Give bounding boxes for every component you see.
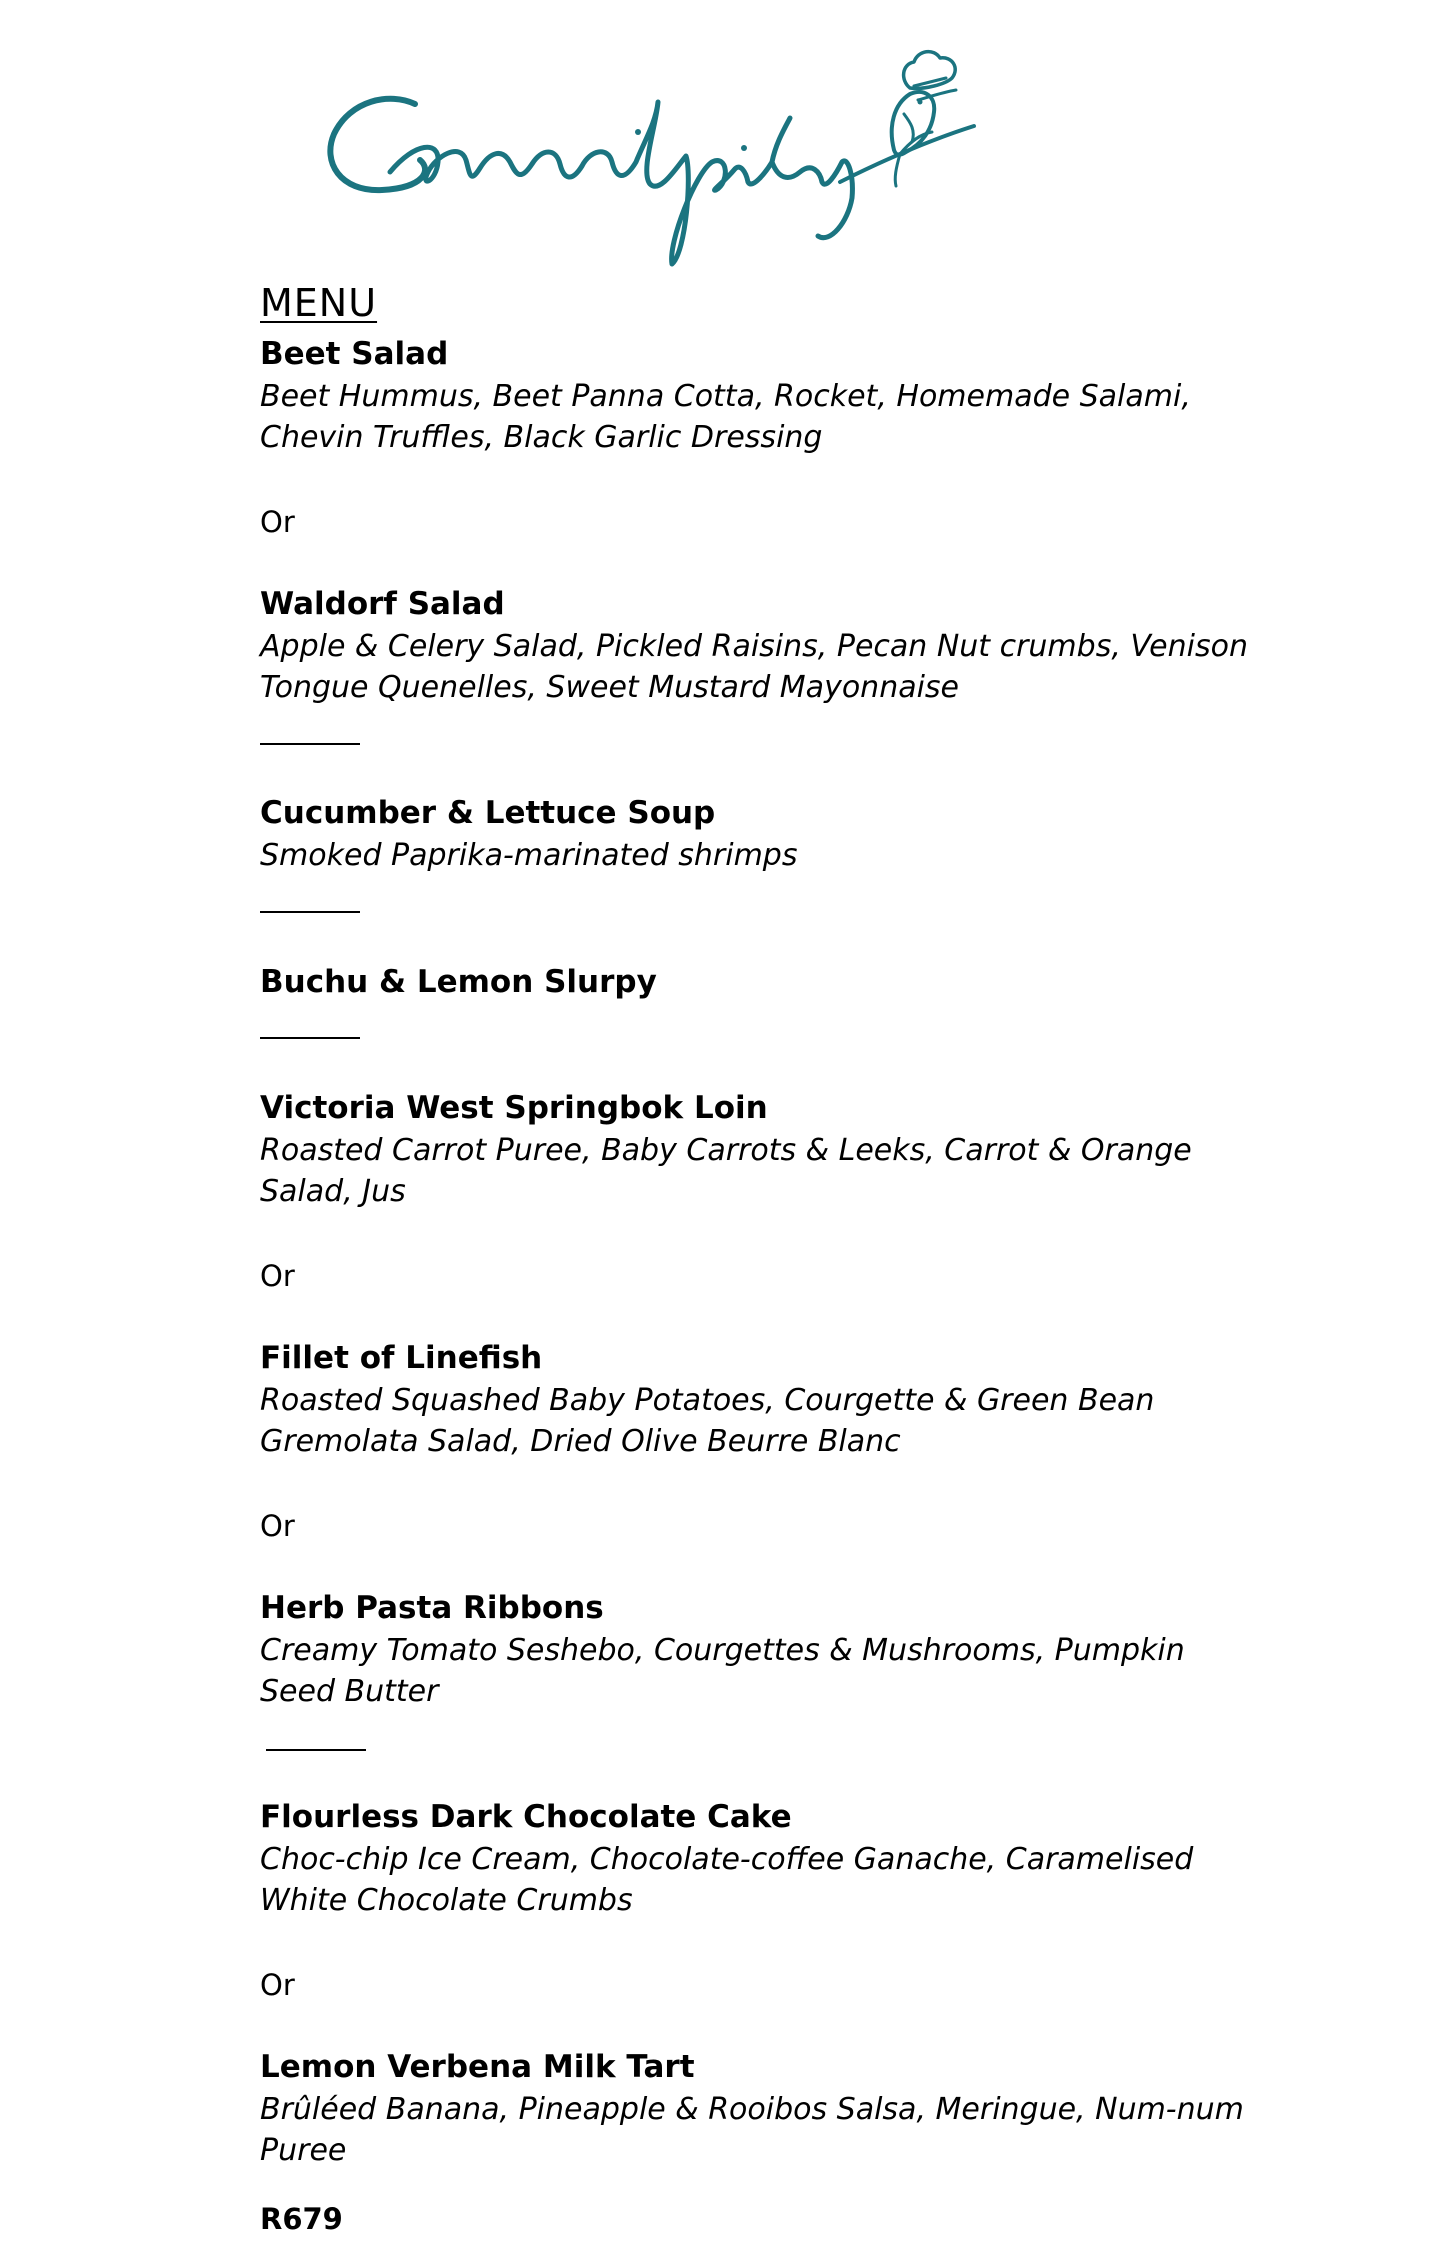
course-desc-line: Apple & Celery Salad, Pickled Raisins, Pecan Nut crumbs, Venison: [260, 629, 1248, 664]
course-desc-line: Gremolata Salad, Dried Olive Beurre Blanc: [260, 1424, 901, 1459]
course-title-beet-salad: Beet Salad: [260, 336, 449, 372]
course-desc-line: Roasted Carrot Puree, Baby Carrots & Leeks, Carrot & Orange: [260, 1133, 1192, 1168]
or-separator: Or: [260, 1259, 295, 1293]
course-title-cucumber-lettuce-soup: Cucumber & Lettuce Soup: [260, 795, 716, 831]
course-title-waldorf-salad: Waldorf Salad: [260, 586, 505, 622]
course-title-fillet-of-linefish: Fillet of Linefish: [260, 1340, 543, 1376]
course-divider: [260, 911, 360, 913]
logo-dot-2: [741, 145, 747, 151]
course-desc-line: Salad, Jus: [260, 1174, 406, 1209]
logo-dot-1: [635, 129, 641, 135]
logo-script-body: [390, 102, 852, 264]
course-desc-line: Tongue Quenelles, Sweet Mustard Mayonnaise: [260, 670, 960, 705]
course-desc-line: Choc-chip Ice Cream, Chocolate-coffee Ganache, Caramelised: [260, 1842, 1194, 1877]
logo-branch: [840, 126, 974, 182]
course-title-herb-pasta-ribbons: Herb Pasta Ribbons: [260, 1590, 604, 1626]
course-desc-line: Puree: [260, 2133, 347, 2168]
course-desc-line: Roasted Squashed Baby Potatoes, Courgette & Green Bean: [260, 1383, 1155, 1418]
course-title-chocolate-cake: Flourless Dark Chocolate Cake: [260, 1799, 792, 1835]
menu-heading: MENU: [260, 281, 378, 325]
menu-price: R679: [260, 2202, 343, 2236]
serendipity-logo: [320, 22, 980, 272]
course-desc-line: Chevin Truffles, Black Garlic Dressing: [260, 420, 823, 455]
course-desc-line: Brûléed Banana, Pineapple & Rooibos Salsa, Meringue, Num-num: [260, 2092, 1244, 2127]
course-desc-line: Creamy Tomato Seshebo, Courgettes & Mushrooms, Pumpkin: [260, 1633, 1185, 1668]
course-title-buchu-lemon-slurpy: Buchu & Lemon Slurpy: [260, 964, 657, 1000]
or-separator: Or: [260, 1509, 295, 1543]
course-divider: [266, 1749, 366, 1751]
course-title-springbok-loin: Victoria West Springbok Loin: [260, 1090, 768, 1126]
course-desc-line: Seed Butter: [260, 1674, 439, 1709]
logo-script-S: [330, 99, 425, 190]
course-divider: [260, 743, 360, 745]
or-separator: Or: [260, 1968, 295, 2002]
course-title-lemon-verbena-milk-tart: Lemon Verbena Milk Tart: [260, 2049, 695, 2085]
or-separator: Or: [260, 505, 295, 539]
course-desc-line: White Chocolate Crumbs: [260, 1883, 633, 1918]
course-divider: [260, 1037, 360, 1039]
course-desc-line: Smoked Paprika-marinated shrimps: [260, 838, 798, 873]
logo-bird: [892, 52, 956, 186]
course-desc-line: Beet Hummus, Beet Panna Cotta, Rocket, Homemade Salami,: [260, 379, 1191, 414]
